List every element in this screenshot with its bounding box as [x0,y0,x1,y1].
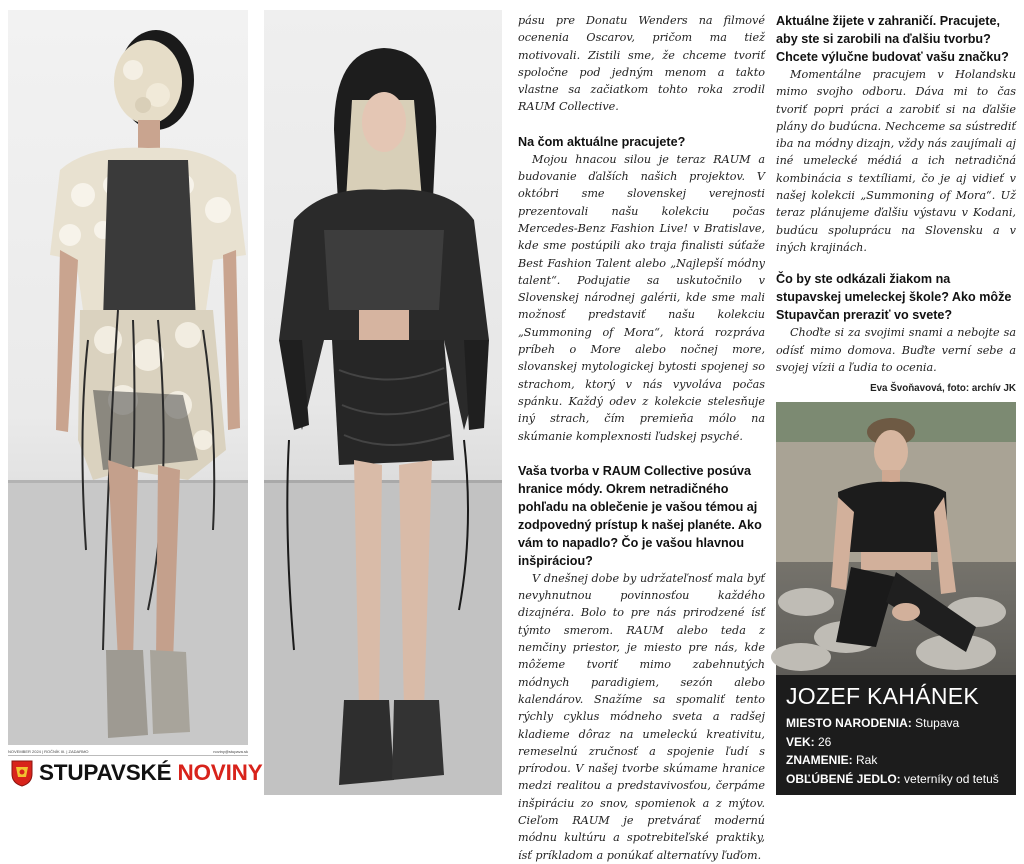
issue-info: NOVEMBER 2024 | ROČNÍK III. | ZADARMO [8,748,89,754]
model-in-black-hooded-outfit-photo [264,10,502,795]
model-in-lace-outfit-photo [8,10,248,745]
profile-name: JOZEF KAHÁNEK [786,683,980,709]
question-2: Vaša tvorba v RAUM Collective posúva hranice módy. Okrem netradičného pohľadu na oblečenie je vašou témou aj zodpovedný prístup k našej planéte. Ako vám to napadlo? Čo je vašou hlavnou inšpiráciou? [518,463,762,568]
answer-3: Momentálne pracujem v Holandsku mimo svojho odboru. Dáva mi to čas tvoriť popri práci a zarobiť si na ďalšie plány do budúcna. Nechceme sa sústrediť iba na módny dizajn, vždy nás zaujímali aj iné umelecké médiá a ich netradičná kombinácia s textíliami, čo je aj vidieť v našej kolekcii „Summoning of Mora“. Už teraz plánujeme ďalšiu výstavu v Kodani, budúcu spoluprácu na Slovensku a v iných krajinách. [776,68,1016,254]
question-3: Aktuálne žijete v zahraničí. Pracujete, aby ste si zarobili na ďalšiu tvorbu? Chcete výlučne budovať vašu značku? [776,14,1009,64]
answer-1: Mojou hnacou silou je teraz RAUM a budovanie ďalších našich projektov. V októbri sme slovenskej verejnosti prezentovali našu kolekciu počas Mercedes-Benz Fashion Live! v Bratislave, kde sme postúpili ako traja finalisti súťaže Best Fashion Talent alebo „Najlepší módny talent“. Podujatie sa uskutočnilo v Slovenskej národnej galérii, kde sme mali možnosť predstaviť našu kolekciu „Summoning of Mora“, ktorá rozpráva príbeh o More alebo nočnej more, slovanskej mytologickej bytosti spojenej so strachom, ktorý v nás vyvoláva počas spánku. Každý odev z kolekcie stelesňuje iný strach, čím premieňa mólo na skúmanie komplexnosti ľudskej psyché. [518,152,765,443]
info-row-favorite-food: OBĽÚBENÉ JEDLO: veterníky od tetuš [786,771,999,786]
article-column-2 [776,12,1016,397]
title-word-stupavske: STUPAVSKÉ [39,760,172,785]
byline: Eva Švoňavová, foto: archív JK [870,383,1016,395]
intro-paragraph: pásu pre Donatu Wenders na filmové ocenenia Oscarov, pričom ma tiež motivovali. Zistili sme, že chceme tvoriť spoločne pod jedným menom a takto vlastne sa začiatkom tohto roka zrodil RAUM Collective. [518,14,765,114]
crest-icon [10,759,34,787]
jozef-kahanek-portrait-photo [776,402,1016,675]
newspaper-title [10,759,263,787]
profile-info-box [776,675,1016,795]
question-4: Čo by ste odkázali žiakom na stupavskej umeleckej škole? Ako môže Stupavčan preraziť vo svete? [776,272,1012,323]
masthead-meta [8,747,248,756]
title-word-noviny: NOVINY [177,760,263,785]
question-1: Na čom aktuálne pracujete? [518,134,686,149]
answer-2: V dnešnej dobe by udržateľnosť mala byť nevyhnutnou povinnosťou každého dizajnéra. Bolo to pre nás prirodzené ísť týmto smerom. RAUM alebo teda z nemčiny priestor, je miesto pre nás, kde môžeme tvoriť mimo zabehnutých módnych paradigiem, sezón alebo kalendárov. Snažíme sa spomaliť tento rýchly cyklus módneho sveta a radšej kladieme dôraz na umeleckú kreativitu, remeselnú zručnosť a spojenie ľudí s prírodou. V našej tvorbe skúmame hranice medzi realitou a predstavivosťou, čerpáme inšpiráciu zo snov, spomienok a z mýtov. Cieľom RAUM je pretvárať modernú módnu kultúru a spotrebiteľské praktiky, ísť príkladom a ponúkať alternatívy ľuďom. [518,571,765,862]
answer-4: Choďte si za svojimi snami a nebojte sa odísť mimo domova. Buďte verní sebe a svojej vízii a ľudia to ocenia. [776,326,1016,374]
info-row-age: VEK: 26 [786,734,832,749]
contact-email: noviny@stupava.sk [213,748,248,754]
masthead [8,747,263,795]
article-column-1 [518,12,765,864]
info-row-birthplace: MIESTO NARODENIA: Stupava [786,716,960,730]
info-row-zodiac: ZNAMENIE: Rak [786,753,878,767]
